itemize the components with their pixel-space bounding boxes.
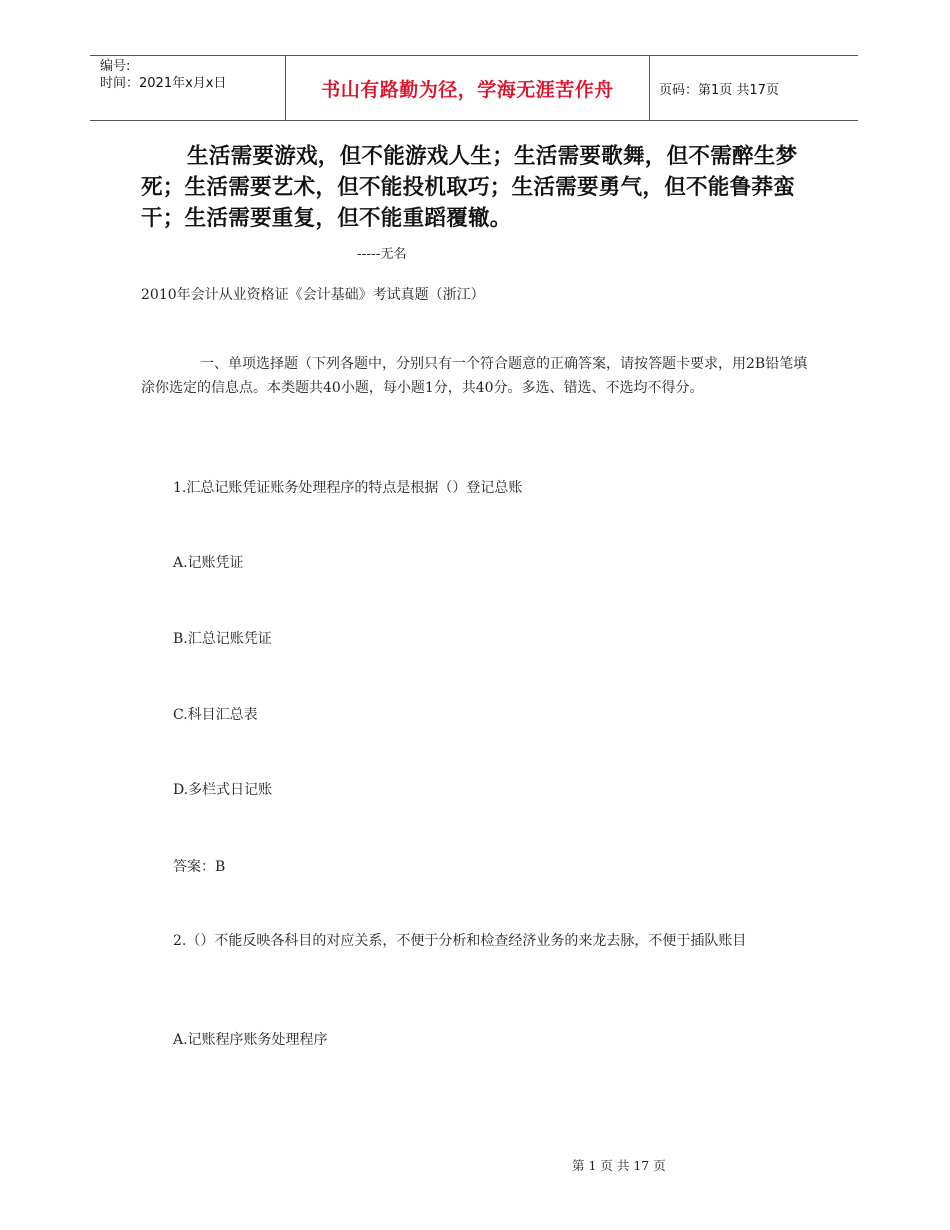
question-2-option-a: A.记账程序账务处理程序: [173, 1032, 328, 1048]
header-page-code: 页码：第1页 共17页: [659, 82, 779, 98]
motto-text: 生活需要游戏，但不能游戏人生；生活需要歌舞，但不需醉生梦死；生活需要艺术，但不能投机取巧；生活需要勇气，但不能鲁莽蛮干；生活需要重复，但不能重蹈覆辙。: [141, 144, 798, 231]
exam-title: 2010年会计从业资格证《会计基础》考试真题（浙江）: [141, 287, 485, 303]
section-instructions: 一、单项选择题（下列各题中，分别只有一个符合题意的正确答案，请按答题卡要求，用2B铅笔填涂你选定的信息点。本类题共40小题，每小题1分，共40分。多选、错选、不选均不得分。: [141, 356, 808, 396]
question-1-option-b: B.汇总记账凭证: [173, 631, 272, 647]
question-1-option-c: C.科目汇总表: [173, 707, 258, 723]
question-1-option-a: A.记账凭证: [173, 555, 244, 571]
header-slogan: 书山有路勤为径，学海无涯苦作舟: [286, 56, 650, 120]
document-header: [90, 55, 858, 121]
number-label: 编号:: [100, 59, 131, 74]
question-1-answer: 答案：B: [173, 859, 226, 875]
question-1-stem: 1.汇总记账凭证账务处理程序的特点是根据（）登记总账: [173, 480, 523, 496]
question-1-option-d: D.多栏式日记账: [173, 782, 273, 798]
time-label: 时间：2021年x月x日: [100, 76, 227, 91]
page-footer: 第 1 页 共 17 页: [572, 1158, 666, 1173]
motto-author: -----无名: [357, 247, 407, 262]
question-2-stem: 2.（）不能反映各科目的对应关系，不便于分析和检查经济业务的来龙去脉，不便于插队账目: [173, 933, 747, 949]
header-meta: [90, 56, 286, 120]
